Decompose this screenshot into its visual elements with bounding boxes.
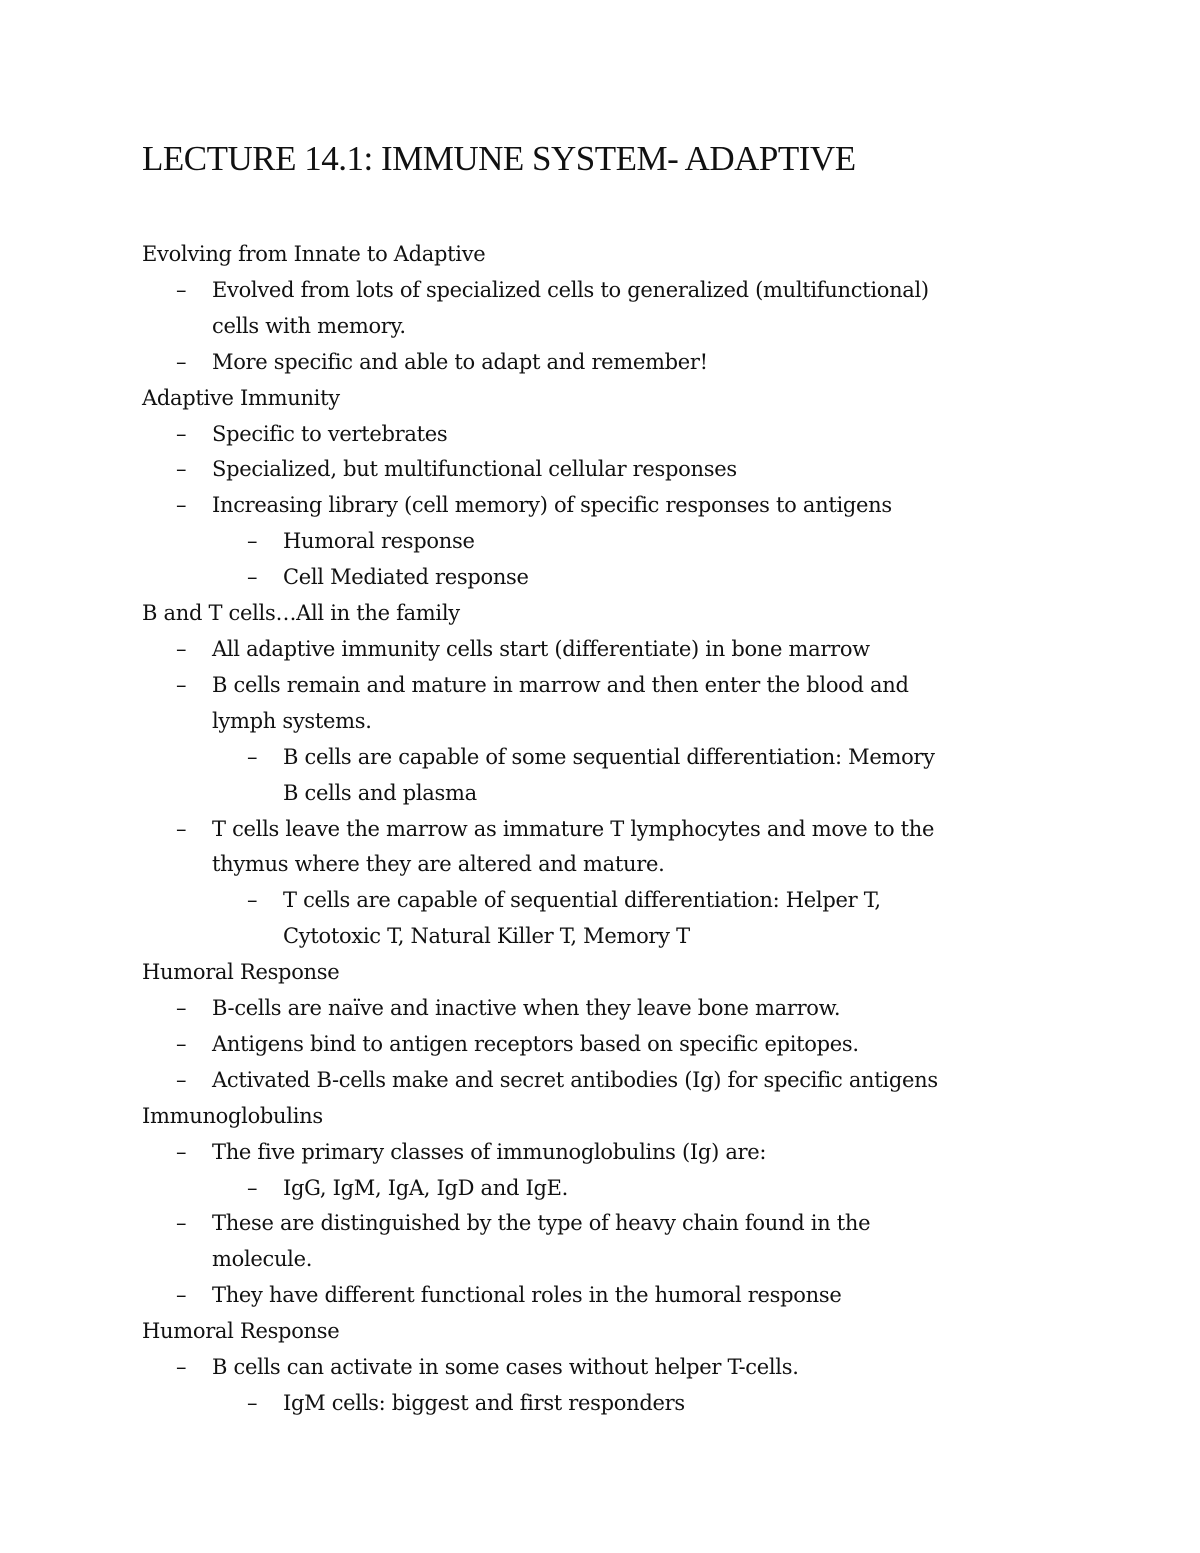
- bullet-item: [142, 991, 1082, 1027]
- bullet-text: Specific to vertebrates: [212, 421, 448, 446]
- bullet-item: [142, 1135, 1082, 1171]
- bullet-text: Cell Mediated response: [283, 565, 529, 590]
- section-heading: B and T cells…All in the family: [142, 601, 460, 626]
- bullet-text: They have different functional roles in the humoral response: [212, 1283, 842, 1308]
- bullet-text: These are distinguished by the type of heavy chain found in the: [212, 1211, 871, 1236]
- bullet-text: B cells remain and mature in marrow and then enter the blood and: [212, 672, 909, 697]
- bullet-text: All adaptive immunity cells start (differentiate) in bone marrow: [212, 636, 870, 661]
- bullet-dash: –: [247, 744, 258, 769]
- bullet-text: More specific and able to adapt and remember!: [212, 349, 708, 374]
- sub-bullet-item: [142, 560, 1082, 596]
- section-heading: Humoral Response: [142, 960, 340, 985]
- bullet-text: IgG, IgM, IgA, IgD and IgE.: [283, 1175, 569, 1200]
- bullet-text: B-cells are naïve and inactive when they leave bone marrow.: [212, 996, 841, 1021]
- sub-bullet-item: [142, 1171, 1082, 1207]
- bullet-item: [142, 1278, 1082, 1314]
- bullet-continuation: thymus where they are altered and mature.: [212, 852, 665, 877]
- bullet-text: Humoral response: [283, 529, 475, 554]
- bullet-text: Activated B-cells make and secret antibodies (Ig) for specific antigens: [212, 1067, 938, 1092]
- bullet-dash: –: [176, 672, 187, 697]
- bullet-text: Evolved from lots of specialized cells to generalized (multifunctional): [212, 277, 929, 302]
- sub-bullet-item: [142, 524, 1082, 560]
- bullet-text: Antigens bind to antigen receptors based on specific epitopes.: [212, 1031, 859, 1056]
- sub-bullet-item: [142, 740, 1082, 776]
- bullet-dash: –: [176, 1355, 187, 1380]
- bullet-dash: –: [176, 1031, 187, 1056]
- sub-bullet-item: [142, 1386, 1082, 1422]
- bullet-dash: –: [247, 1175, 258, 1200]
- bullet-item: [142, 1206, 1082, 1242]
- bullet-dash: –: [176, 493, 187, 518]
- bullet-continuation: molecule.: [212, 1247, 313, 1272]
- bullet-dash: –: [247, 529, 258, 554]
- bullet-continuation: Cytotoxic T, Natural Killer T, Memory T: [283, 924, 690, 949]
- bullet-item: [142, 1350, 1082, 1386]
- bullet-item: [142, 488, 1082, 524]
- sub-bullet-item: [142, 883, 1082, 919]
- bullet-item: [142, 812, 1082, 848]
- bullet-item: [142, 345, 1082, 381]
- section-heading: Adaptive Immunity: [142, 385, 340, 410]
- bullet-dash: –: [176, 1139, 187, 1164]
- bullet-item: [142, 632, 1082, 668]
- bullet-text: B cells are capable of some sequential differentiation: Memory: [283, 744, 935, 769]
- bullet-item: [142, 273, 1082, 309]
- bullet-continuation: lymph systems.: [212, 708, 372, 733]
- section-heading: Immunoglobulins: [142, 1103, 323, 1128]
- bullet-dash: –: [176, 421, 187, 446]
- bullet-continuation: B cells and plasma: [283, 780, 477, 805]
- bullet-dash: –: [176, 457, 187, 482]
- section-heading: Humoral Response: [142, 1319, 340, 1344]
- bullet-dash: –: [247, 1391, 258, 1415]
- bullet-item: [142, 1027, 1082, 1063]
- bullet-text: The five primary classes of immunoglobulins (Ig) are:: [212, 1139, 767, 1164]
- bullet-text: Increasing library (cell memory) of specific responses to antigens: [212, 493, 892, 518]
- bullet-continuation: cells with memory.: [212, 313, 406, 338]
- lecture-title: LECTURE 14.1: IMMUNE SYSTEM- ADAPTIVE: [142, 139, 856, 178]
- bullet-text: T cells are capable of sequential differentiation: Helper T,: [283, 888, 881, 913]
- bullet-text: T cells leave the marrow as immature T lymphocytes and move to the: [212, 816, 935, 841]
- bullet-text: IgM cells: biggest and first responders: [283, 1391, 685, 1415]
- bullet-dash: –: [247, 888, 258, 913]
- bullet-dash: –: [176, 1283, 187, 1308]
- bullet-item: [142, 452, 1082, 488]
- bullet-dash: –: [176, 636, 187, 661]
- bullet-item: [142, 668, 1082, 704]
- document-page: [142, 138, 1082, 1422]
- notes-body: [142, 237, 1082, 1422]
- bullet-dash: –: [176, 349, 187, 374]
- bullet-dash: –: [247, 565, 258, 590]
- bullet-dash: –: [176, 1067, 187, 1092]
- bullet-text: Specialized, but multifunctional cellular responses: [212, 457, 737, 482]
- bullet-item: [142, 1063, 1082, 1099]
- bullet-dash: –: [176, 816, 187, 841]
- section-heading: Evolving from Innate to Adaptive: [142, 242, 486, 266]
- bullet-dash: –: [176, 996, 187, 1021]
- bullet-dash: –: [176, 1211, 187, 1236]
- bullet-dash: –: [176, 277, 187, 302]
- bullet-item: [142, 417, 1082, 453]
- bullet-text: B cells can activate in some cases without helper T-cells.: [212, 1355, 799, 1380]
